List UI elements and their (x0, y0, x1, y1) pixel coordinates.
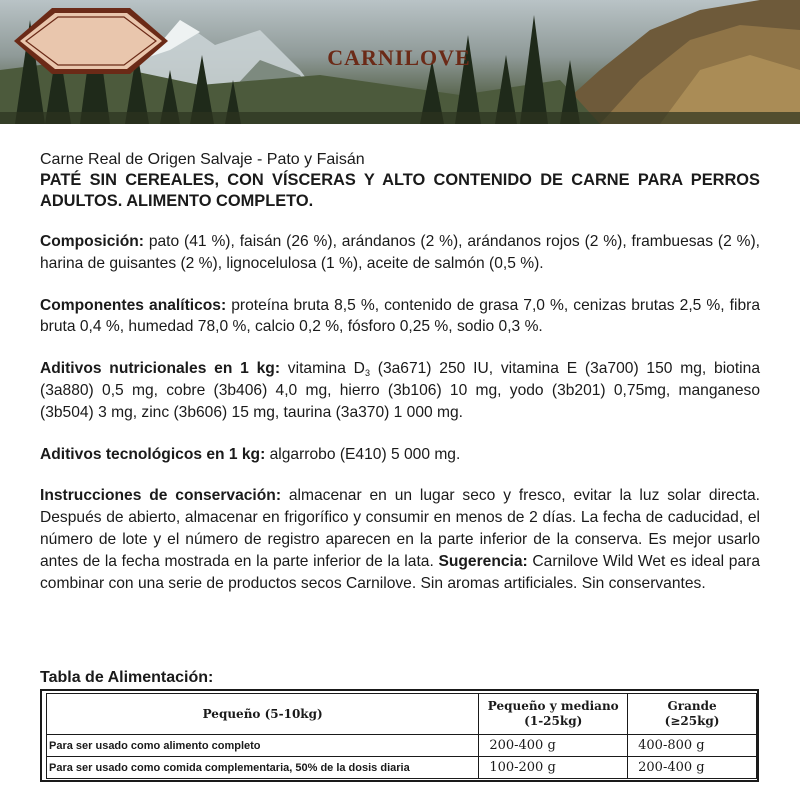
technological-additives-label: Aditivos tecnológicos en 1 kg: (40, 445, 266, 463)
table-row (47, 735, 757, 757)
suggestion-text: Carnilove Wild Wet es ideal para combinar con una serie de productos secos Carnilove. Sin aromas artificiales. Sin conservantes. (40, 552, 760, 592)
header-banner (0, 0, 800, 124)
analytical-label: Componentes analíticos: (40, 296, 227, 314)
product-description: PATÉ SIN CEREALES, CON VÍSCERAS Y ALTO CONTENIDO DE CARNE PARA PERROS ADULTOS. ALIMENTO COMPLETO. (40, 171, 760, 210)
carnilove-logo (0, 0, 182, 82)
composition-label: Composición: (40, 233, 144, 250)
storage-label: Instrucciones de conservación: (40, 487, 282, 505)
technological-additives-text: algarrobo (E410) 5 000 mg. (265, 445, 461, 463)
row-value-large: 400-800 g (628, 735, 757, 757)
row-value-large: 200-400 g (628, 757, 757, 779)
vitamin-d-subscript: 3 (364, 368, 370, 379)
nutritional-additives-paragraph (40, 358, 760, 423)
row-value-medium: 200-400 g (479, 735, 628, 757)
storage-text: almacenar en un lugar seco y fresco, evitar la luz solar directa. Después de abierto, almacenar en frigorífico y consumir en menos de 2 días. La fecha de caducidad, el número de lote y el número de registro aparecen en la parte inferior de la conserva. Es mejor usarlo antes de la fecha mostrada en la parte inferior de la lata. (40, 487, 760, 570)
header-small-medium (479, 694, 628, 735)
feeding-table-title: Tabla de Alimentación: (40, 669, 214, 686)
nutritional-additives-text-end: (3a671) 250 IU, vitamina E (3a700) 150 mg, biotina (3a880) 0,5 mg, cobre (3b406) 4,0 mg, hierro (3b106) 10 mg, yodo (3b201) 0,75mg, manganeso (3b504) 3 mg, zinc (3b606) 15 mg, taurina (3a370) 1 000 mg. (40, 360, 760, 421)
product-name: Carne Real de Origen Salvaje - Pato y Faisán (40, 151, 365, 168)
table-row (47, 757, 757, 779)
header-large-range: (≥25kg) (664, 714, 720, 728)
analytical-text: proteína bruta 8,5 %, contenido de grasa 7,0 %, cenizas brutas 2,5 %, fibra bruta 0,4 %, humedad 78,0 %, calcio 0,2 %, fósforo 0,25 %, sodio 0,3 %. (40, 296, 760, 336)
technological-additives-paragraph (40, 444, 760, 466)
analytical-paragraph (40, 295, 760, 339)
header-large-title: Grande (667, 699, 717, 713)
feeding-table (40, 689, 759, 782)
header-small: Pequeño (5-10kg) (47, 694, 479, 735)
suggestion-label: Sugerencia: (438, 552, 528, 570)
product-label-text (40, 150, 760, 594)
header-large (628, 694, 757, 735)
composition-paragraph (40, 231, 760, 275)
row-label: Para ser usado como alimento completo (47, 735, 479, 757)
header-small-medium-range: (1-25kg) (524, 714, 583, 728)
header-small-medium-title: Pequeño y mediano (487, 699, 619, 713)
row-label: Para ser usado como comida complementaria, 50% de la dosis diaria (47, 757, 479, 779)
table-header-row (47, 694, 757, 735)
nutritional-additives-text-start: vitamina D (280, 360, 365, 378)
nutritional-additives-label: Aditivos nutricionales en 1 kg: (40, 360, 281, 378)
storage-paragraph (40, 485, 760, 594)
composition-text: pato (41 %), faisán (26 %), arándanos (2 %), arándanos rojos (2 %), frambuesas (2 %), harina de guisantes (2 %), lignocelulosa (1 %), aceite de salmón (0,5 %). (40, 233, 760, 272)
logo-wordmark: CARNILOVE (327, 45, 471, 70)
row-value-medium: 100-200 g (479, 757, 628, 779)
feeding-table-grid (46, 693, 757, 779)
